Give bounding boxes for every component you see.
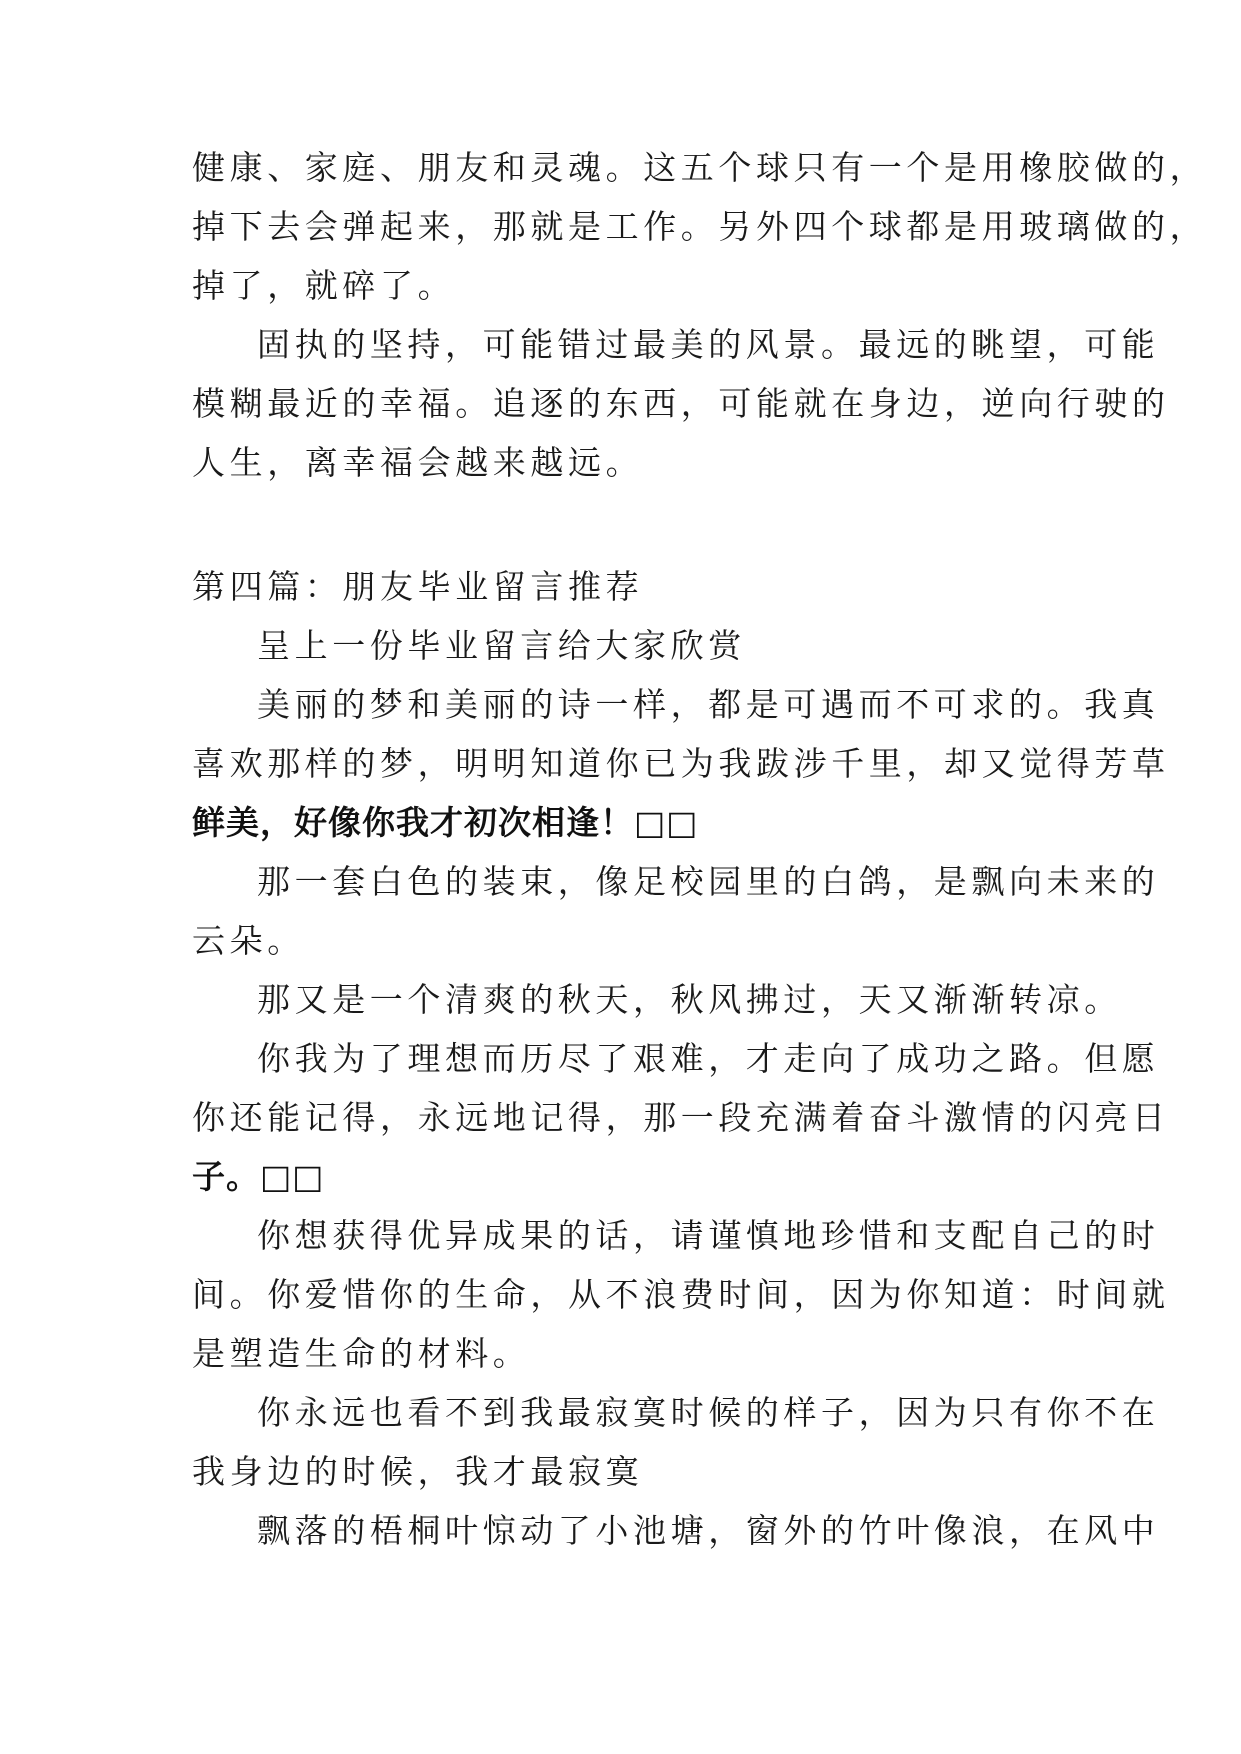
text-line: 你还能记得，永远地记得，那一段充满着奋斗激情的闪亮日	[192, 1098, 1170, 1137]
text-line: 人生，离幸福会越来越远。	[192, 443, 644, 482]
text-line: 掉下去会弹起来，那就是工作。另外四个球都是用玻璃做的，	[192, 207, 1208, 246]
text-line: 云朵。	[192, 921, 305, 960]
text-line: 那一套白色的装束，像足校园里的白鸽，是飘向未来的	[257, 862, 1160, 901]
text-line: 是塑造生命的材料。	[192, 1334, 531, 1373]
text-line: 美丽的梦和美丽的诗一样，都是可遇而不可求的。我真	[257, 685, 1160, 724]
text-line: 我身边的时候，我才最寂寞	[192, 1452, 644, 1491]
text-line: 固执的坚持，可能错过最美的风景。最远的眺望，可能	[257, 325, 1160, 364]
text-line: 飘落的梧桐叶惊动了小池塘，窗外的竹叶像浪，在风中	[257, 1511, 1160, 1550]
text-line: 子。□□	[192, 1157, 325, 1196]
text-line: 呈上一份毕业留言给大家欣赏	[257, 626, 746, 665]
text-line: 健康、家庭、朋友和灵魂。这五个球只有一个是用橡胶做的，	[192, 148, 1208, 187]
text-line: 喜欢那样的梦，明明知道你已为我跋涉千里，却又觉得芳草	[192, 744, 1170, 783]
text-line: 模糊最近的幸福。追逐的东西，可能就在身边，逆向行驶的	[192, 384, 1170, 423]
text-line: 那又是一个清爽的秋天，秋风拂过，天又渐渐转凉。	[257, 980, 1122, 1019]
text-line: 你我为了理想而历尽了艰难，才走向了成功之路。但愿	[257, 1039, 1160, 1078]
text-line: 间。你爱惜你的生命，从不浪费时间，因为你知道：时间就	[192, 1275, 1170, 1314]
text-line: 鲜美，好像你我才初次相逢！□□	[192, 803, 699, 842]
text-line: 你永远也看不到我最寂寞时候的样子，因为只有你不在	[257, 1393, 1160, 1432]
section-heading: 第四篇：朋友毕业留言推荐	[192, 567, 644, 606]
text-line: 掉了，就碎了。	[192, 266, 456, 305]
text-line: 你想获得优异成果的话，请谨慎地珍惜和支配自己的时	[257, 1216, 1160, 1255]
